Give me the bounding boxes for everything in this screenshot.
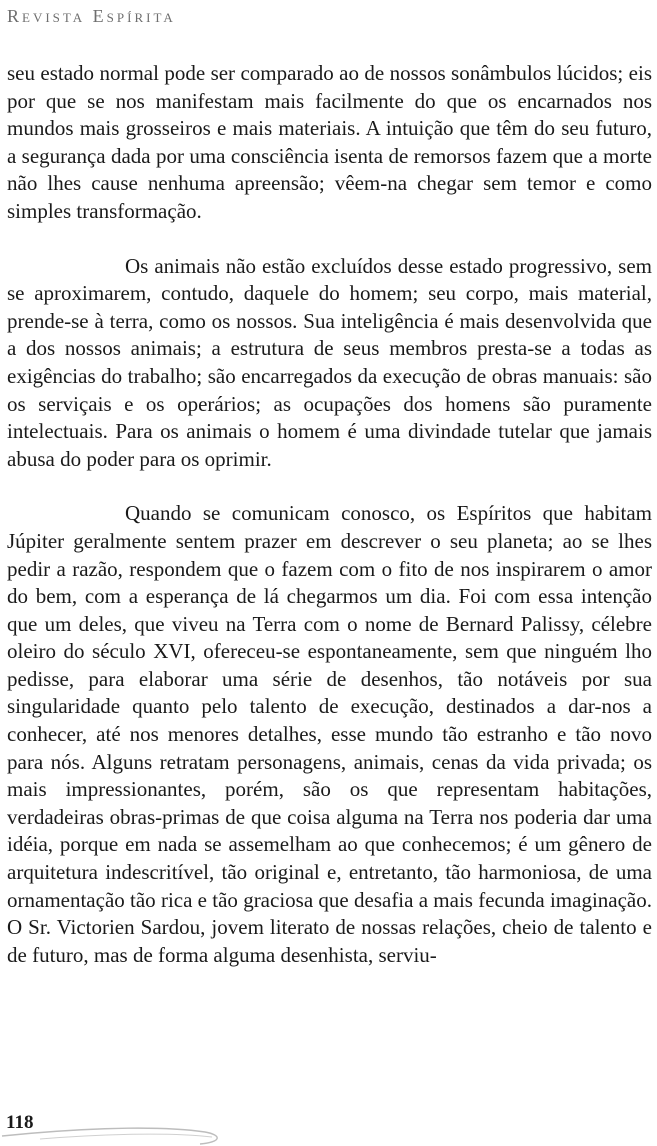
paragraph-3: Quando se comunicam conosco, os Espíritos que habitam Júpiter geralmente sentem prazer em descrever o seu planeta; ao se lhes pedir a razão, respondem que o fazem com o fito de nos inspirarem o amor do bem, com a esperança de lá chegarmos um dia. Foi com essa intenção que um deles, que viveu na Terra com o nome de Bernard Palissy, célebre oleiro do século XVI, ofereceu-se espontaneamente, sem que ninguém lho pedisse, para elaborar uma série de desenhos, tão notáveis por sua singularidade quanto pelo talento de execução, destinados a dar-nos a conhecer, até nos menores detalhes, esse mundo tão estranho e tão novo para nós. Alguns retratam personagens, animais, cenas da vida privada; os mais impressionantes, porém, são os que representam habitações, verdadeiras obras-primas de que coisa alguma na Terra nos poderia dar uma idéia, porque em nada se assemelham ao que conhecemos; é um gênero de arquitetura indescritível, tão original e, entretanto, tão harmoniosa, de uma ornamentação tão rica e tão graciosa que desafia a mais fecunda imaginação. O Sr. Victorien Sardou, jovem literato de nossas relações, cheio de talento e de futuro, mas de forma alguma desenhista, serviu- <box>7 501 652 967</box>
page-footer <box>0 1106 657 1146</box>
running-header: Revista Espírita <box>7 6 176 26</box>
page-number: 118 <box>6 1112 34 1133</box>
swoosh-ornament-icon <box>0 1106 240 1146</box>
paragraph-1: seu estado normal pode ser comparado ao de nossos sonâmbulos lúcidos; eis por que se nos manifestam mais facilmente do que os encarnados nos mundos mais grosseiros e mais materiais. A intuição que têm do seu futuro, a segurança dada por uma consciência isenta de remorsos fazem que a morte não lhes cause nenhuma apreensão; vêem-na chegar sem temor e como simples transformação. <box>7 61 652 223</box>
paragraph-2: Os animais não estão excluídos desse estado progressivo, sem se aproximarem, contudo, daquele do homem; seu corpo, mais material, prende-se à terra, como os nossos. Sua inteligência é mais desenvolvida que a dos nossos animais; a estrutura de seus membros presta-se a todas as exigências do trabalho; são encarregados da execução de obras manuais: são os serviçais e os operários; as ocupações dos homens são puramente intelectuais. Para os animais o homem é uma divindade tutelar que jamais abusa do poder para os oprimir. <box>7 253 652 471</box>
body-text <box>7 60 652 969</box>
